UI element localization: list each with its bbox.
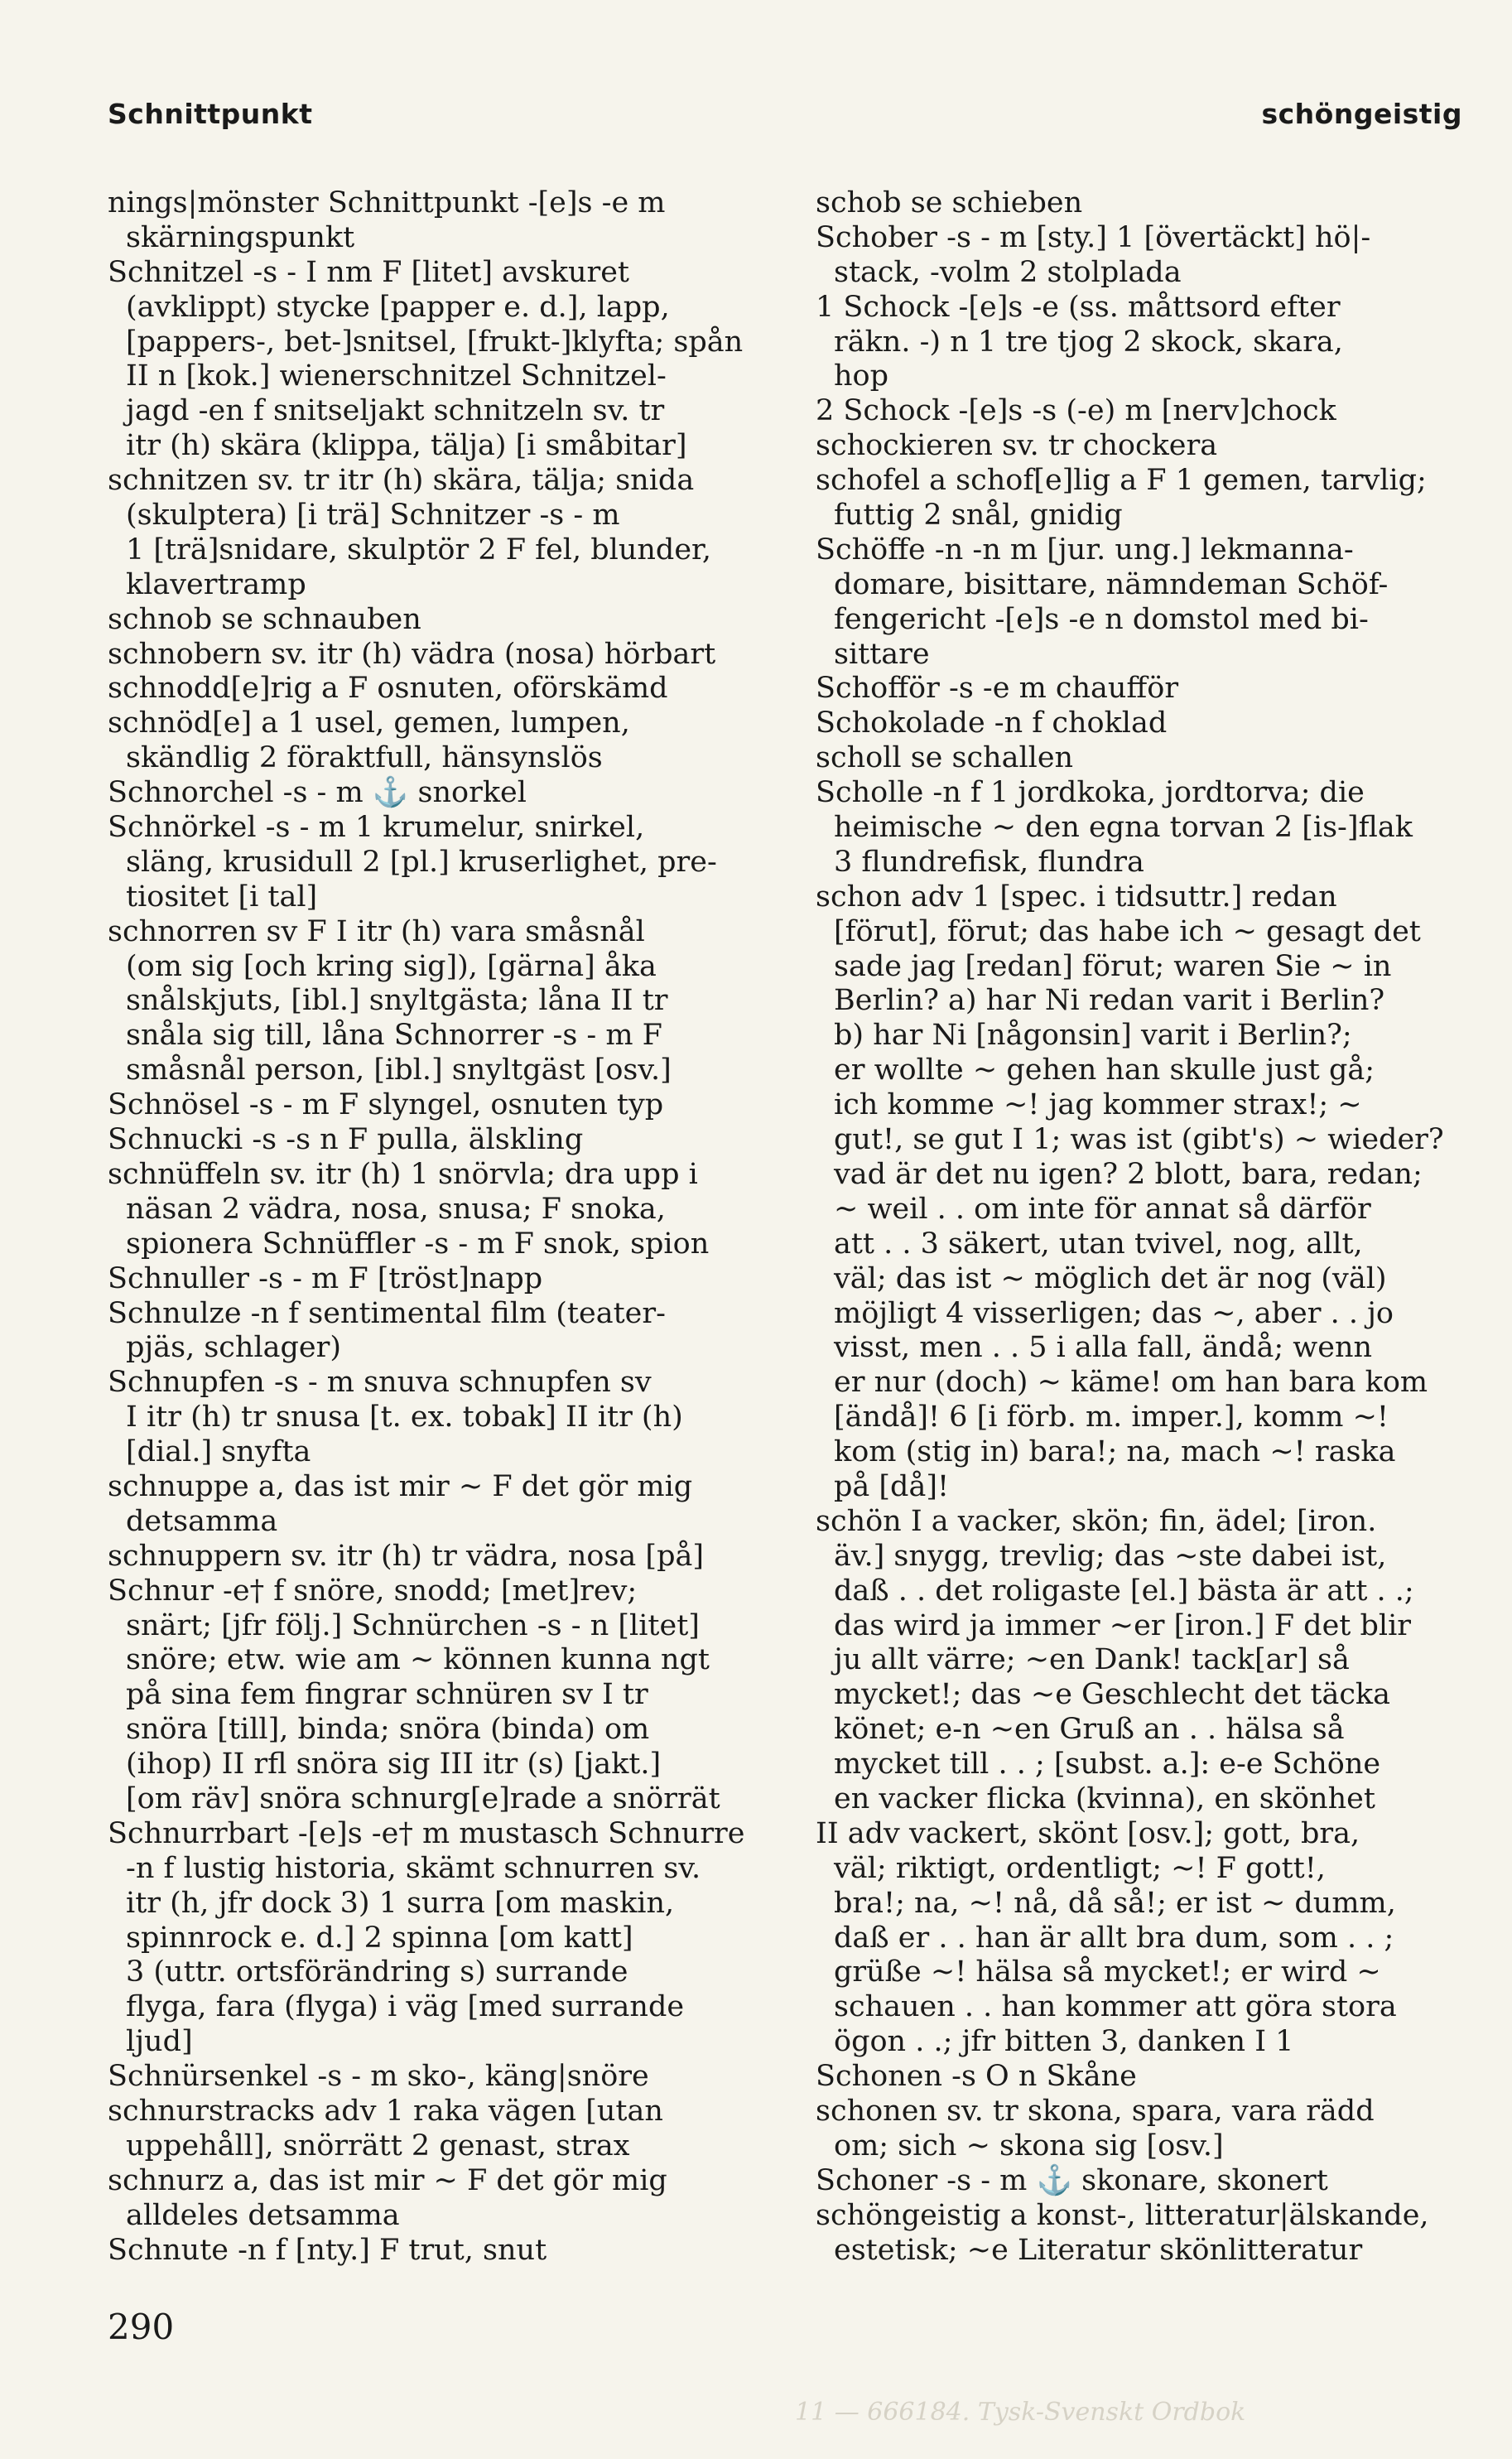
entry-line: scholl se schallen [816,741,1074,775]
entry-line: spionera Schnüffler -s - m F snok, spion [126,1227,710,1261]
entry-line: itr (h, jfr dock 3) 1 surra [om maskin, [126,1886,675,1920]
entry-line: Schober -s - m [sty.] 1 [övertäckt] hö|- [816,220,1371,254]
entry-line: schnurstracks adv 1 raka vägen [utan [108,2094,663,2128]
entry-line: er wollte ~ gehen han skulle just gå; [834,1054,1375,1087]
entry-line: mycket!; das ~e Geschlecht det täcka [834,1678,1390,1712]
entry-line: itr (h) skära (klippa, tälja) [i småbitar] [126,429,687,463]
entry-line: estetisk; ~e Literatur skönlitteratur [834,2233,1363,2267]
entry-line: ögon . .; jfr bitten 3, danken I 1 [834,2025,1294,2059]
entry-line: 2 Schock -[e]s -s (-e) m [nerv]chock [816,394,1336,428]
entry-line: schockieren sv. tr chockera [816,429,1218,463]
running-head-right: schöngeistig [1261,98,1462,130]
entry-line: visst, men . . 5 i alla fall, ändå; wenn [834,1331,1373,1365]
entry-line: schnöd[e] a 1 usel, gemen, lumpen, [108,706,630,740]
entry-line: ju allt värre; ~en Dank! tack[ar] så [834,1643,1350,1677]
entry-line: Schofför -s -e m chaufför [816,672,1179,706]
entry-line: pjäs, schlager) [126,1331,342,1365]
entry-line: 1 Schock -[e]s -e (ss. måttsord efter [816,290,1341,324]
entry-line: daß er . . han är allt bra dum, som . . ; [834,1921,1394,1955]
running-head-left: Schnittpunkt [108,98,313,130]
entry-line: på sina fem fingrar schnüren sv I tr [126,1678,648,1712]
entry-line: [om räv] snöra schnurg[e]rade a snörrät [126,1782,720,1815]
entry-line: könet; e-n ~en Gruß an . . hälsa så [834,1713,1345,1747]
entry-line: 1 [trä]snidare, skulptör 2 F fel, blunder, [126,533,712,567]
entry-line: I itr (h) tr snusa [t. ex. tobak] II itr (h) [126,1401,683,1434]
entry-line: ich komme ~! jag kommer strax!; ~ [834,1088,1362,1122]
entry-line: Schnute -n f [nty.] F trut, snut [108,2233,547,2267]
entry-line: er nur (doch) ~ käme! om han bara kom [834,1366,1428,1400]
entry-line: på [då]! [834,1469,950,1503]
entry-line: mycket till . . ; [subst. a.]: e-e Schöne [834,1748,1381,1782]
entry-line: Schnucki -s -s n F pulla, älskling [108,1123,584,1157]
entry-line: snärt; [jfr följ.] Schnürchen -s - n [litet] [126,1608,700,1642]
entry-line: släng, krusidull 2 [pl.] kruserlighet, pre- [126,845,717,879]
entry-line: räkn. -) n 1 tre tjog 2 skock, skara, [834,325,1343,359]
entry-line: nings|mönster Schnittpunkt -[e]s -e m [108,186,666,219]
entry-line: schob se schieben [816,186,1083,219]
entry-line: skärningspunkt [126,220,355,254]
entry-line: jagd -en f snitseljakt schnitzeln sv. tr [126,394,665,428]
entry-line: hop [834,359,889,393]
entry-line: äv.] snygg, trevlig; das ~ste dabei ist, [834,1539,1387,1573]
entry-line: II n [kok.] wienerschnitzel Schnitzel- [126,359,667,393]
entry-line: bra!; na, ~! nå, då så!; er ist ~ dumm, [834,1886,1396,1920]
entry-line: skändlig 2 föraktfull, hänsynslös [126,741,603,775]
entry-line: Schoner -s - m ⚓ skonare, skonert [816,2163,1328,2197]
entry-line: snöre; etw. wie am ~ können kunna ngt [126,1643,710,1677]
entry-line: schöngeistig a konst-, litteratur|älskande, [816,2198,1429,2232]
entry-line: en vacker flicka (kvinna), en skönhet [834,1782,1375,1815]
entry-line: schnuppe a, das ist mir ~ F det gör mig [108,1469,693,1503]
entry-line: gut!, se gut I 1; was ist (gibt's) ~ wieder? [834,1123,1444,1157]
entry-line: daß . . det roligaste [el.] bästa är att . .; [834,1574,1414,1608]
entry-line: Scholle -n f 1 jordkoka, jordtorva; die [816,776,1365,810]
entry-line: kom (stig in) bara!; na, mach ~! raska [834,1435,1396,1469]
entry-line: (skulptera) [i trä] Schnitzer -s - m [126,499,620,533]
entry-line: snöra [till], binda; snöra (binda) om [126,1713,650,1747]
entry-line: fengericht -[e]s -e n domstol med bi- [834,602,1369,636]
entry-line: vad är det nu igen? 2 blott, bara, redan; [834,1157,1423,1191]
entry-line: (avklippt) stycke [papper e. d.], lapp, [126,290,670,324]
entry-line: schnobern sv. itr (h) vädra (nosa) hörbart [108,637,716,671]
entry-line: 3 (uttr. ortsförändring s) surrande [126,1955,628,1989]
entry-line: snålskjuts, [ibl.] snyltgästa; låna II tr [126,984,668,1018]
entry-line: Schnitzel -s - I nm F [litet] avskuret [108,255,629,289]
entry-line: Schokolade -n f choklad [816,706,1168,740]
entry-line: [ändå]! 6 [i förb. m. imper.], komm ~! [834,1401,1389,1434]
entry-line: detsamma [126,1504,278,1538]
right-column [816,186,1470,2268]
entry-line: schnitzen sv. tr itr (h) skära, tälja; snida [108,464,695,498]
entry-line: spinnrock e. d.] 2 spinna [om katt] [126,1921,633,1955]
entry-line: sade jag [redan] förut; waren Sie ~ in [834,949,1392,983]
entry-line: grüße ~! hälsa så mycket!; er wird ~ [834,1955,1381,1989]
entry-line: väl; riktigt, ordentligt; ~! F gott!, [834,1851,1326,1885]
entry-line: schnurz a, das ist mir ~ F det gör mig [108,2163,667,2197]
entry-line: schön I a vacker, skön; fin, ädel; [iron. [816,1504,1377,1538]
entry-line: Schnösel -s - m F slyngel, osnuten typ [108,1088,664,1122]
entry-line: Schnuller -s - m F [tröst]napp [108,1261,543,1295]
entry-line: schonen sv. tr skona, spara, vara rädd [816,2094,1375,2128]
entry-line: näsan 2 vädra, nosa, snusa; F snoka, [126,1192,666,1226]
entry-line: futtig 2 snål, gnidig [834,499,1123,533]
entry-line: b) har Ni [någonsin] varit i Berlin?; [834,1019,1352,1053]
entry-line: sittare [834,637,930,671]
entry-line: [pappers-, bet-]snitsel, [frukt-]klyfta; spån [126,325,744,359]
entry-line: stack, -volm 2 stolplada [834,255,1182,289]
entry-line: schnuppern sv. itr (h) tr vädra, nosa [på] [108,1539,704,1573]
entry-line: schnob se schnauben [108,602,421,636]
entry-line: Schnörkel -s - m 1 krumelur, snirkel, [108,811,645,845]
entry-line: domare, bisittare, nämndeman Schöf- [834,567,1389,601]
entry-line: Schnorchel -s - m ⚓ snorkel [108,776,527,810]
entry-line: schauen . . han kommer att göra stora [834,1990,1397,2024]
entry-line: snåla sig till, låna Schnorrer -s - m F [126,1019,662,1053]
page-number: 290 [108,2307,175,2347]
show-through-text: 11 — 666184. Tysk-Svenskt Ordbok [795,2398,1246,2427]
entry-line: schnüffeln sv. itr (h) 1 snörvla; dra upp i [108,1157,698,1191]
entry-line: möjligt 4 visserligen; das ~, aber . . jo [834,1296,1394,1330]
entry-line: (ihop) II rfl snöra sig III itr (s) [jakt.] [126,1748,662,1782]
entry-line: schon adv 1 [spec. i tidsuttr.] redan [816,880,1337,914]
entry-line: ljud] [126,2025,193,2059]
entry-line: -n f lustig historia, skämt schnurren sv. [126,1851,701,1885]
entry-line: 3 flundrefisk, flundra [834,845,1144,879]
entry-line: flyga, fara (flyga) i väg [med surrande [126,1990,685,2024]
entry-line: Schnupfen -s - m snuva schnupfen sv [108,1366,652,1400]
entry-line: heimische ~ den egna torvan 2 [is-]flak [834,811,1413,845]
entry-line: tiositet [i tal] [126,880,318,914]
entry-line: uppehåll], snörrätt 2 genast, strax [126,2129,630,2162]
entry-line: klavertramp [126,567,306,601]
entry-line: schnodd[e]rig a F osnuten, oförskämd [108,672,668,706]
entry-line: att . . 3 säkert, utan tvivel, nog, allt, [834,1227,1363,1261]
entry-line: Schöffe -n -n m [jur. ung.] lekmanna- [816,533,1354,567]
entry-line: Schonen -s O n Skåne [816,2060,1137,2094]
entry-line: alldeles detsamma [126,2198,400,2232]
entry-line: Schnulze -n f sentimental film (teater- [108,1296,666,1330]
entry-line: Schnur -e† f snöre, snodd; [met]rev; [108,1574,638,1608]
entry-line: om; sich ~ skona sig [osv.] [834,2129,1224,2162]
entry-line: [dial.] snyfta [126,1435,311,1469]
entry-line: Berlin? a) har Ni redan varit i Berlin? [834,984,1385,1018]
entry-line: II adv vackert, skönt [osv.]; gott, bra, [816,1816,1360,1850]
entry-line: Schnürsenkel -s - m sko-, käng|snöre [108,2060,649,2094]
entry-line: Schnurrbart -[e]s -e† m mustasch Schnurre [108,1816,745,1850]
left-column [108,186,758,2268]
entry-line: (om sig [och kring sig]), [gärna] åka [126,949,657,983]
entry-line: schofel a schof[e]lig a F 1 gemen, tarvlig; [816,464,1427,498]
entry-line: das wird ja immer ~er [iron.] F det blir [834,1608,1411,1642]
entry-line: [förut], förut; das habe ich ~ gesagt det [834,914,1421,948]
entry-line: schnorren sv F I itr (h) vara småsnål [108,914,645,948]
entry-line: ~ weil . . om inte för annat så därför [834,1192,1371,1226]
entry-line: småsnål person, [ibl.] snyltgäst [osv.] [126,1054,672,1087]
entry-line: väl; das ist ~ möglich det är nog (väl) [834,1261,1387,1295]
